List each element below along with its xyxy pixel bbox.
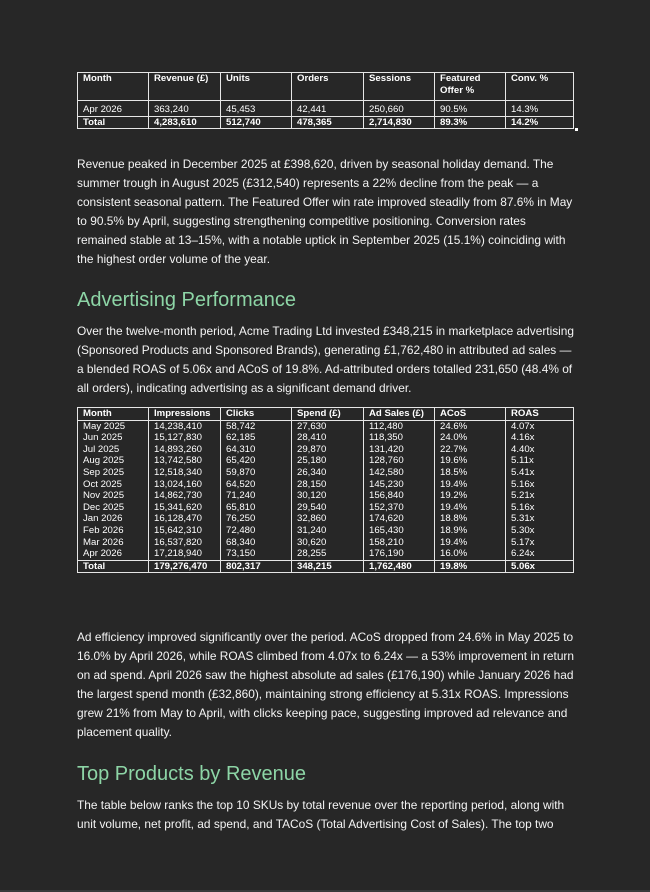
column-header: Month	[78, 408, 149, 421]
table-cell: 59,870	[221, 467, 292, 479]
table-cell: 15,642,310	[149, 525, 221, 537]
column-header: Spend (£)	[292, 408, 364, 421]
table-cell: 19.4%	[435, 479, 506, 491]
table-cell: 24.6%	[435, 420, 506, 432]
table-cell: 156,840	[364, 490, 435, 502]
table-cell: 27,630	[292, 420, 364, 432]
table-cell: 4.16x	[506, 432, 574, 444]
column-header: Impressions	[149, 408, 221, 421]
table-cell: 112,480	[364, 420, 435, 432]
section-heading-advertising: Advertising Performance	[77, 289, 296, 311]
sales-analysis-paragraph: Revenue peaked in December 2025 at £398,620, driven by seasonal holiday demand. The summer trough in August 2025 (£312,540) represents a 22% decline from the peak — a consistent seasonal pattern. The Featured Offer win rate improved steadily from 87.6% in May to 90.5% by April, suggesting strengthening competitive positioning. Conversion rates remained stable at 13–15%, with a notable uptick in September 2025 (15.1%) coinciding with the highest order volume of the year.	[77, 157, 573, 266]
table-cell: 131,420	[364, 444, 435, 456]
column-header: Ad Sales (£)	[364, 408, 435, 421]
table-cell: 58,742	[221, 420, 292, 432]
table-row	[78, 502, 574, 514]
table-cell: 90.5%	[435, 104, 506, 116]
table-cell: 76,250	[221, 513, 292, 525]
table-cell: 19.4%	[435, 502, 506, 514]
table-cell: 12,518,340	[149, 467, 221, 479]
table-row	[78, 490, 574, 502]
table-resize-handle[interactable]	[575, 128, 578, 131]
column-header: Orders	[292, 73, 364, 101]
table-cell: Oct 2025	[78, 479, 149, 491]
table-cell: 28,150	[292, 479, 364, 491]
table-cell: 73,150	[221, 548, 292, 560]
table-cell: 13,024,160	[149, 479, 221, 491]
table-cell: 5.16x	[506, 479, 574, 491]
table-cell: 13,742,580	[149, 455, 221, 467]
advertising-table	[77, 407, 574, 573]
table-cell: 176,190	[364, 548, 435, 560]
table-cell: 14.2%	[506, 116, 574, 129]
table-cell: 128,760	[364, 455, 435, 467]
table-cell: Dec 2025	[78, 502, 149, 514]
column-header: ROAS	[506, 408, 574, 421]
table-cell: 16,128,470	[149, 513, 221, 525]
table-cell: 26,340	[292, 467, 364, 479]
table-cell: 22.7%	[435, 444, 506, 456]
table-cell: 363,240	[149, 104, 221, 116]
table-row	[78, 420, 574, 432]
table-row	[78, 525, 574, 537]
table-cell: 19.6%	[435, 455, 506, 467]
table-cell: 14,893,260	[149, 444, 221, 456]
table-cell: 28,410	[292, 432, 364, 444]
table-cell: 42,441	[292, 104, 364, 116]
table-cell: Aug 2025	[78, 455, 149, 467]
table-cell: 5.16x	[506, 502, 574, 514]
table-cell: 19.4%	[435, 537, 506, 549]
table-cell: 29,870	[292, 444, 364, 456]
table-cell: 5.31x	[506, 513, 574, 525]
section-heading-top-products: Top Products by Revenue	[77, 763, 307, 785]
table-cell: 118,350	[364, 432, 435, 444]
table-cell: 6.24x	[506, 548, 574, 560]
table-cell: 179,276,470	[149, 560, 221, 573]
column-header: Featured Offer %	[435, 73, 506, 101]
table-cell: 15,341,620	[149, 502, 221, 514]
table-cell: 65,810	[221, 502, 292, 514]
table-cell: 18.5%	[435, 467, 506, 479]
table-header-row	[78, 408, 574, 421]
table-cell: 152,370	[364, 502, 435, 514]
table-cell: 142,580	[364, 467, 435, 479]
table-cell: 15,127,830	[149, 432, 221, 444]
table-cell: Total	[78, 560, 149, 573]
table-cell: 4.40x	[506, 444, 574, 456]
advertising-intro-paragraph: Over the twelve-month period, Acme Trading Ltd invested £348,215 in marketplace advertising (Sponsored Products and Sponsored Brands), generating £1,762,480 in attributed ad sales — a blended ROAS of 5.06x and ACoS of 19.8%. Ad-attributed orders totalled 231,650 (48.4% of all orders), indicating advertising as a significant demand driver.	[77, 324, 575, 395]
table-cell: 72,480	[221, 525, 292, 537]
table-total-row	[78, 116, 574, 129]
table-cell: 250,660	[364, 104, 435, 116]
table-cell: 30,120	[292, 490, 364, 502]
table-cell: Sep 2025	[78, 467, 149, 479]
table-cell: May 2025	[78, 420, 149, 432]
table-cell: 19.8%	[435, 560, 506, 573]
column-header: Month	[78, 73, 149, 101]
table-cell: 29,540	[292, 502, 364, 514]
table-row	[78, 548, 574, 560]
table-cell: 62,185	[221, 432, 292, 444]
table-cell: 71,240	[221, 490, 292, 502]
table-cell: Apr 2026	[78, 104, 149, 116]
table-cell: Nov 2025	[78, 490, 149, 502]
table-cell: 5.30x	[506, 525, 574, 537]
table-row	[78, 104, 574, 116]
table-cell: 348,215	[292, 560, 364, 573]
table-cell: 5.21x	[506, 490, 574, 502]
table-cell: 478,365	[292, 116, 364, 129]
table-cell: 25,180	[292, 455, 364, 467]
table-cell: 28,255	[292, 548, 364, 560]
table-cell: 31,240	[292, 525, 364, 537]
table-cell: 30,620	[292, 537, 364, 549]
advertising-analysis-paragraph: Ad efficiency improved significantly over the period. ACoS dropped from 24.6% in May 2025 to 16.0% by April 2026, while ROAS climbed from 4.07x to 6.24x — a 53% improvement in return on ad spend. April 2026 saw the highest absolute ad sales (£176,190) while January 2026 had the largest spend month (£32,860), maintaining strong efficiency at 5.31x ROAS. Impressions grew 21% from May to April, with clicks keeping pace, suggesting improved ad relevance and placement quality.	[77, 630, 575, 739]
table-row	[78, 455, 574, 467]
table-cell: 64,310	[221, 444, 292, 456]
table-row	[78, 513, 574, 525]
table-cell: Jun 2025	[78, 432, 149, 444]
table-cell: 802,317	[221, 560, 292, 573]
table-cell: 24.0%	[435, 432, 506, 444]
table-cell: 5.41x	[506, 467, 574, 479]
table-cell: 1,762,480	[364, 560, 435, 573]
column-header: Conv. %	[506, 73, 574, 101]
column-header: Units	[221, 73, 292, 101]
table-cell: 45,453	[221, 104, 292, 116]
table-cell: 18.9%	[435, 525, 506, 537]
column-header: Sessions	[364, 73, 435, 101]
table-cell: 64,520	[221, 479, 292, 491]
table-cell: 19.2%	[435, 490, 506, 502]
table-cell: Jan 2026	[78, 513, 149, 525]
column-header: Revenue (£)	[149, 73, 221, 101]
table-cell: 16.0%	[435, 548, 506, 560]
table-cell: Jul 2025	[78, 444, 149, 456]
table-cell: Apr 2026	[78, 548, 149, 560]
top-products-intro-paragraph: The table below ranks the top 10 SKUs by total revenue over the reporting period, along with unit volume, net profit, ad spend, and TACoS (Total Advertising Cost of Sales). The top two	[77, 798, 565, 831]
table-row	[78, 479, 574, 491]
table-cell: 5.11x	[506, 455, 574, 467]
table-cell: 4.07x	[506, 420, 574, 432]
table-cell: 145,230	[364, 479, 435, 491]
table-total-row	[78, 560, 574, 573]
table-cell: 5.17x	[506, 537, 574, 549]
table-header-row	[78, 73, 574, 101]
table-row	[78, 432, 574, 444]
sales-summary-table	[77, 72, 574, 129]
table-cell: 2,714,830	[364, 116, 435, 129]
table-cell: 17,218,940	[149, 548, 221, 560]
table-cell: 14,238,410	[149, 420, 221, 432]
table-cell: Mar 2026	[78, 537, 149, 549]
table-cell: 512,740	[221, 116, 292, 129]
table-cell: 68,340	[221, 537, 292, 549]
table-cell: 158,210	[364, 537, 435, 549]
table-row	[78, 467, 574, 479]
column-header: Clicks	[221, 408, 292, 421]
table-cell: 18.8%	[435, 513, 506, 525]
table-cell: 4,283,610	[149, 116, 221, 129]
table-cell: 89.3%	[435, 116, 506, 129]
table-cell: Feb 2026	[78, 525, 149, 537]
table-cell: 14,862,730	[149, 490, 221, 502]
table-cell: 174,620	[364, 513, 435, 525]
column-header: ACoS	[435, 408, 506, 421]
table-cell: 14.3%	[506, 104, 574, 116]
table-cell: Total	[78, 116, 149, 129]
table-cell: 5.06x	[506, 560, 574, 573]
table-cell: 165,430	[364, 525, 435, 537]
table-cell: 32,860	[292, 513, 364, 525]
table-row	[78, 444, 574, 456]
table-cell: 65,420	[221, 455, 292, 467]
table-row	[78, 537, 574, 549]
table-cell: 16,537,820	[149, 537, 221, 549]
